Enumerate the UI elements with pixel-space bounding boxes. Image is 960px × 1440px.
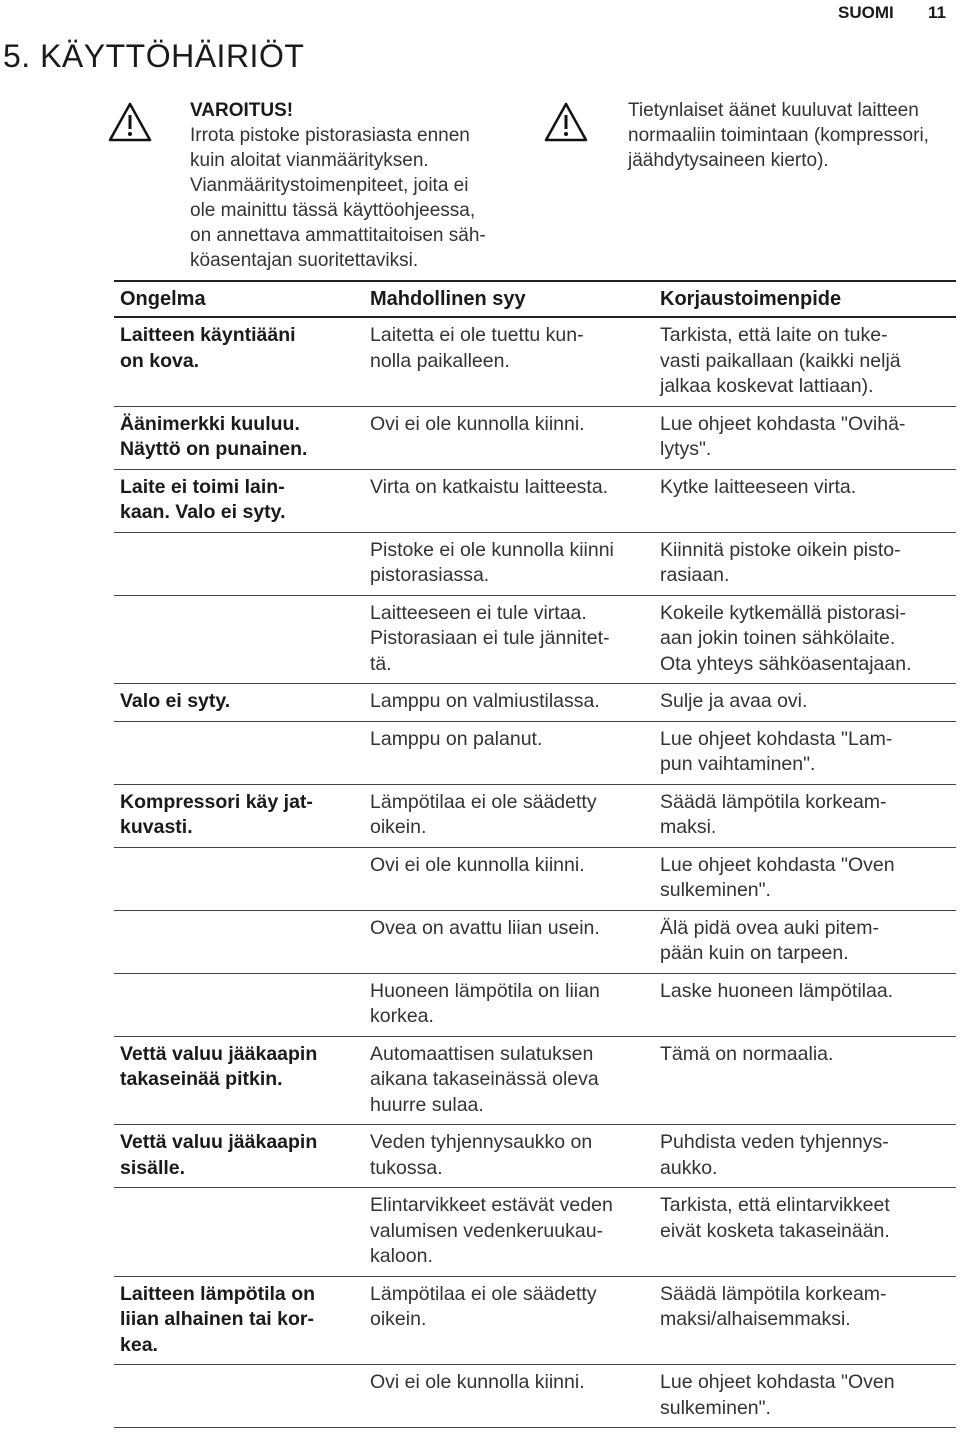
- problem-cell: [114, 412, 370, 463]
- text-line: valumisen vedenkeruukau-: [370, 1219, 604, 1242]
- remedy-cell: [660, 475, 956, 526]
- text-line: Sulje ja avaa ovi.: [660, 690, 808, 712]
- text-line: kea.: [120, 1333, 158, 1356]
- remedy-cell: [660, 1042, 956, 1119]
- table-row: [114, 1125, 956, 1188]
- warning-left: [190, 98, 486, 273]
- text-line: Puhdista veden tyhjennys-: [660, 1131, 889, 1153]
- text-line: Lämpötilaa ei ole säädetty: [370, 790, 597, 813]
- text-line: huurre sulaa.: [370, 1093, 484, 1116]
- text-line: pistorasiassa.: [370, 564, 490, 586]
- text-line: Lue ohjeet kohdasta "Ovihä-: [660, 412, 906, 435]
- section-title: 5. KÄYTTÖHÄIRIÖT: [3, 38, 305, 74]
- text-line: Lue ohjeet kohdasta "Oven: [660, 853, 895, 876]
- text-line: normaaliin toimintaan (kompressori,: [628, 125, 929, 146]
- problem-cell: [114, 916, 370, 967]
- text-line: Älä pidä ovea auki pitem-: [660, 916, 879, 939]
- text-line: Virta on katkaistu laitteesta.: [370, 475, 609, 498]
- text-line: Kytke laitteeseen virta.: [660, 475, 857, 498]
- text-line: rasiaan.: [660, 564, 730, 586]
- table-row: [114, 974, 956, 1037]
- text-line: aukko.: [660, 1156, 718, 1179]
- remedy-cell: [660, 1130, 956, 1181]
- cause-cell: [370, 601, 660, 678]
- text-line: sulkeminen".: [660, 1396, 771, 1419]
- table-row: [114, 470, 956, 533]
- header-problem: Ongelma: [120, 287, 206, 310]
- cause-cell: [370, 412, 660, 463]
- text-line: Näyttö on punainen.: [120, 438, 308, 460]
- table-row: [114, 596, 956, 685]
- remedy-cell: [660, 979, 956, 1030]
- text-line: Laitteen käyntiääni: [120, 324, 296, 346]
- problem-cell: [114, 601, 370, 678]
- caution-icon: [544, 102, 588, 142]
- table-row: [114, 318, 956, 407]
- text-line: takaseinää pitkin.: [120, 1068, 283, 1090]
- note-right: [628, 98, 929, 173]
- table-row: [114, 722, 956, 785]
- remedy-cell: [660, 601, 956, 678]
- cause-cell: [370, 727, 660, 778]
- remedy-cell: [660, 727, 956, 778]
- text-line: kuin aloitat vianmäärityksen.: [190, 150, 429, 171]
- text-line: Kokeile kytkemällä pistorasi-: [660, 601, 907, 624]
- text-line: Laitteen lämpötila on: [120, 1282, 316, 1305]
- cause-cell: [370, 979, 660, 1030]
- cause-cell: [370, 853, 660, 904]
- remedy-cell: [660, 538, 956, 589]
- remedy-cell: [660, 412, 956, 463]
- problem-cell: [114, 689, 370, 715]
- problem-cell: [114, 790, 370, 841]
- remedy-cell: [660, 323, 956, 400]
- text-line: Vianmääritystoimenpiteet, joita ei: [190, 175, 469, 196]
- cause-cell: [370, 1130, 660, 1181]
- text-line: pään kuin on tarpeen.: [660, 942, 849, 964]
- text-line: eivät kosketa takaseinään.: [660, 1219, 890, 1242]
- text-line: Säädä lämpötila korkeam-: [660, 1282, 887, 1305]
- text-line: Lue ohjeet kohdasta "Oven: [660, 1371, 895, 1393]
- header-cause: Mahdollinen syy: [370, 287, 526, 310]
- text-line: Ovi ei ole kunnolla kiinni.: [370, 1371, 585, 1393]
- text-line: Pistorasiaan ei tule jännitet-: [370, 627, 610, 649]
- table-row: [114, 533, 956, 596]
- remedy-cell: [660, 853, 956, 904]
- page-number: 11: [928, 3, 946, 22]
- problem-cell: [114, 323, 370, 400]
- text-line: Laitteeseen ei tule virtaa.: [370, 601, 587, 624]
- text-line: vasti paikallaan (kaikki neljä: [660, 349, 901, 372]
- problem-cell: [114, 727, 370, 778]
- remedy-cell: [660, 1282, 956, 1359]
- remedy-cell: [660, 689, 956, 715]
- text-line: sisälle.: [120, 1156, 186, 1179]
- text-line: Automaattisen sulatuksen: [370, 1042, 594, 1065]
- problem-cell: [114, 1042, 370, 1119]
- problem-cell: [114, 1130, 370, 1181]
- problem-cell: [114, 853, 370, 904]
- warning-icon: [108, 102, 152, 142]
- text-line: Huoneen lämpötila on liian: [370, 979, 600, 1002]
- problem-cell: [114, 1193, 370, 1270]
- text-line: Pistoke ei ole kunnolla kiinni: [370, 538, 614, 561]
- text-line: jäähdytysaineen kierto).: [628, 150, 829, 171]
- table-row: [114, 1365, 956, 1428]
- cause-cell: [370, 323, 660, 400]
- text-line: kaloon.: [370, 1245, 433, 1267]
- table-row: [114, 684, 956, 722]
- table-row: [114, 1037, 956, 1126]
- text-line: Kiinnitä pistoke oikein pisto-: [660, 538, 901, 561]
- problem-cell: [114, 1370, 370, 1421]
- warning-heading: VAROITUS!: [190, 100, 294, 121]
- text-line: liian alhainen tai kor-: [120, 1308, 314, 1330]
- text-line: oikein.: [370, 816, 427, 838]
- remedy-cell: [660, 1370, 956, 1421]
- text-line: Säädä lämpötila korkeam-: [660, 790, 887, 813]
- text-line: Lämpötilaa ei ole säädetty: [370, 1282, 597, 1305]
- text-line: Laske huoneen lämpötilaa.: [660, 979, 894, 1002]
- table-row: [114, 1277, 956, 1366]
- table-row: [114, 848, 956, 911]
- cause-cell: [370, 538, 660, 589]
- remedy-cell: [660, 790, 956, 841]
- text-line: pun vaihtaminen".: [660, 753, 816, 775]
- table-row: [114, 407, 956, 470]
- text-line: Lamppu on palanut.: [370, 727, 543, 750]
- text-line: Irrota pistoke pistorasiasta ennen: [190, 125, 470, 146]
- language-label: SUOMI: [838, 3, 894, 22]
- text-line: maksi/alhaisemmaksi.: [660, 1308, 851, 1330]
- text-line: Äänimerkki kuuluu.: [120, 412, 300, 435]
- text-line: kuvasti.: [120, 816, 193, 838]
- text-line: Ota yhteys sähköasentajaan.: [660, 652, 912, 675]
- text-line: Tarkista, että elintarvikkeet: [660, 1194, 890, 1216]
- text-line: Tämä on normaalia.: [660, 1042, 834, 1065]
- cause-cell: [370, 1370, 660, 1421]
- text-line: nolla paikalleen.: [370, 349, 510, 372]
- text-line: Tarkista, että laite on tuke-: [660, 324, 888, 346]
- text-line: oikein.: [370, 1308, 427, 1330]
- text-line: tukossa.: [370, 1156, 443, 1179]
- problem-cell: [114, 1282, 370, 1359]
- text-line: Ovi ei ole kunnolla kiinni.: [370, 412, 585, 435]
- text-line: maksi.: [660, 816, 717, 838]
- text-line: on kova.: [120, 349, 200, 372]
- text-line: Ovi ei ole kunnolla kiinni.: [370, 853, 585, 876]
- troubleshooting-table: [114, 280, 956, 1428]
- table-header: [114, 280, 956, 318]
- cause-cell: [370, 1193, 660, 1270]
- problem-cell: [114, 475, 370, 526]
- cause-cell: [370, 689, 660, 715]
- cause-cell: [370, 790, 660, 841]
- table-row: [114, 911, 956, 974]
- cause-cell: [370, 916, 660, 967]
- text-line: korkea.: [370, 1005, 434, 1027]
- text-line: Elintarvikkeet estävät veden: [370, 1194, 613, 1216]
- text-line: Lue ohjeet kohdasta "Lam-: [660, 727, 893, 750]
- text-line: Tietynlaiset äänet kuuluvat laitteen: [628, 100, 919, 121]
- table-row: [114, 1188, 956, 1277]
- text-line: lytys".: [660, 438, 712, 460]
- problem-cell: [114, 979, 370, 1030]
- text-line: jalkaa koskevat lattiaan).: [660, 375, 874, 397]
- header-remedy: Korjaustoimenpide: [660, 287, 842, 310]
- table-row: [114, 785, 956, 848]
- text-line: Vettä valuu jääkaapin: [120, 1131, 318, 1153]
- remedy-cell: [660, 1193, 956, 1270]
- cause-cell: [370, 475, 660, 526]
- text-line: Valo ei syty.: [120, 690, 231, 712]
- text-line: Vettä valuu jääkaapin: [120, 1042, 318, 1065]
- text-line: Kompressori käy jat-: [120, 790, 313, 813]
- text-line: Lamppu on valmiustilassa.: [370, 690, 600, 712]
- problem-cell: [114, 538, 370, 589]
- text-line: Veden tyhjennysaukko on: [370, 1131, 593, 1153]
- remedy-cell: [660, 916, 956, 967]
- text-line: tä.: [370, 652, 392, 675]
- text-line: ole mainittu tässä käyttöohjeessa,: [190, 200, 476, 221]
- text-line: Laite ei toimi lain-: [120, 475, 285, 498]
- text-line: kaan. Valo ei syty.: [120, 501, 286, 523]
- cause-cell: [370, 1042, 660, 1119]
- text-line: Ovea on avattu liian usein.: [370, 916, 600, 939]
- text-line: köasentajan suoritettaviksi.: [190, 250, 419, 271]
- text-line: on annettava ammattitaitoisen säh-: [190, 225, 486, 246]
- text-line: sulkeminen".: [660, 879, 771, 901]
- text-line: Laitetta ei ole tuettu kun-: [370, 324, 584, 346]
- cause-cell: [370, 1282, 660, 1359]
- text-line: aikana takaseinässä oleva: [370, 1068, 599, 1090]
- text-line: aan jokin toinen sähkölaite.: [660, 627, 896, 649]
